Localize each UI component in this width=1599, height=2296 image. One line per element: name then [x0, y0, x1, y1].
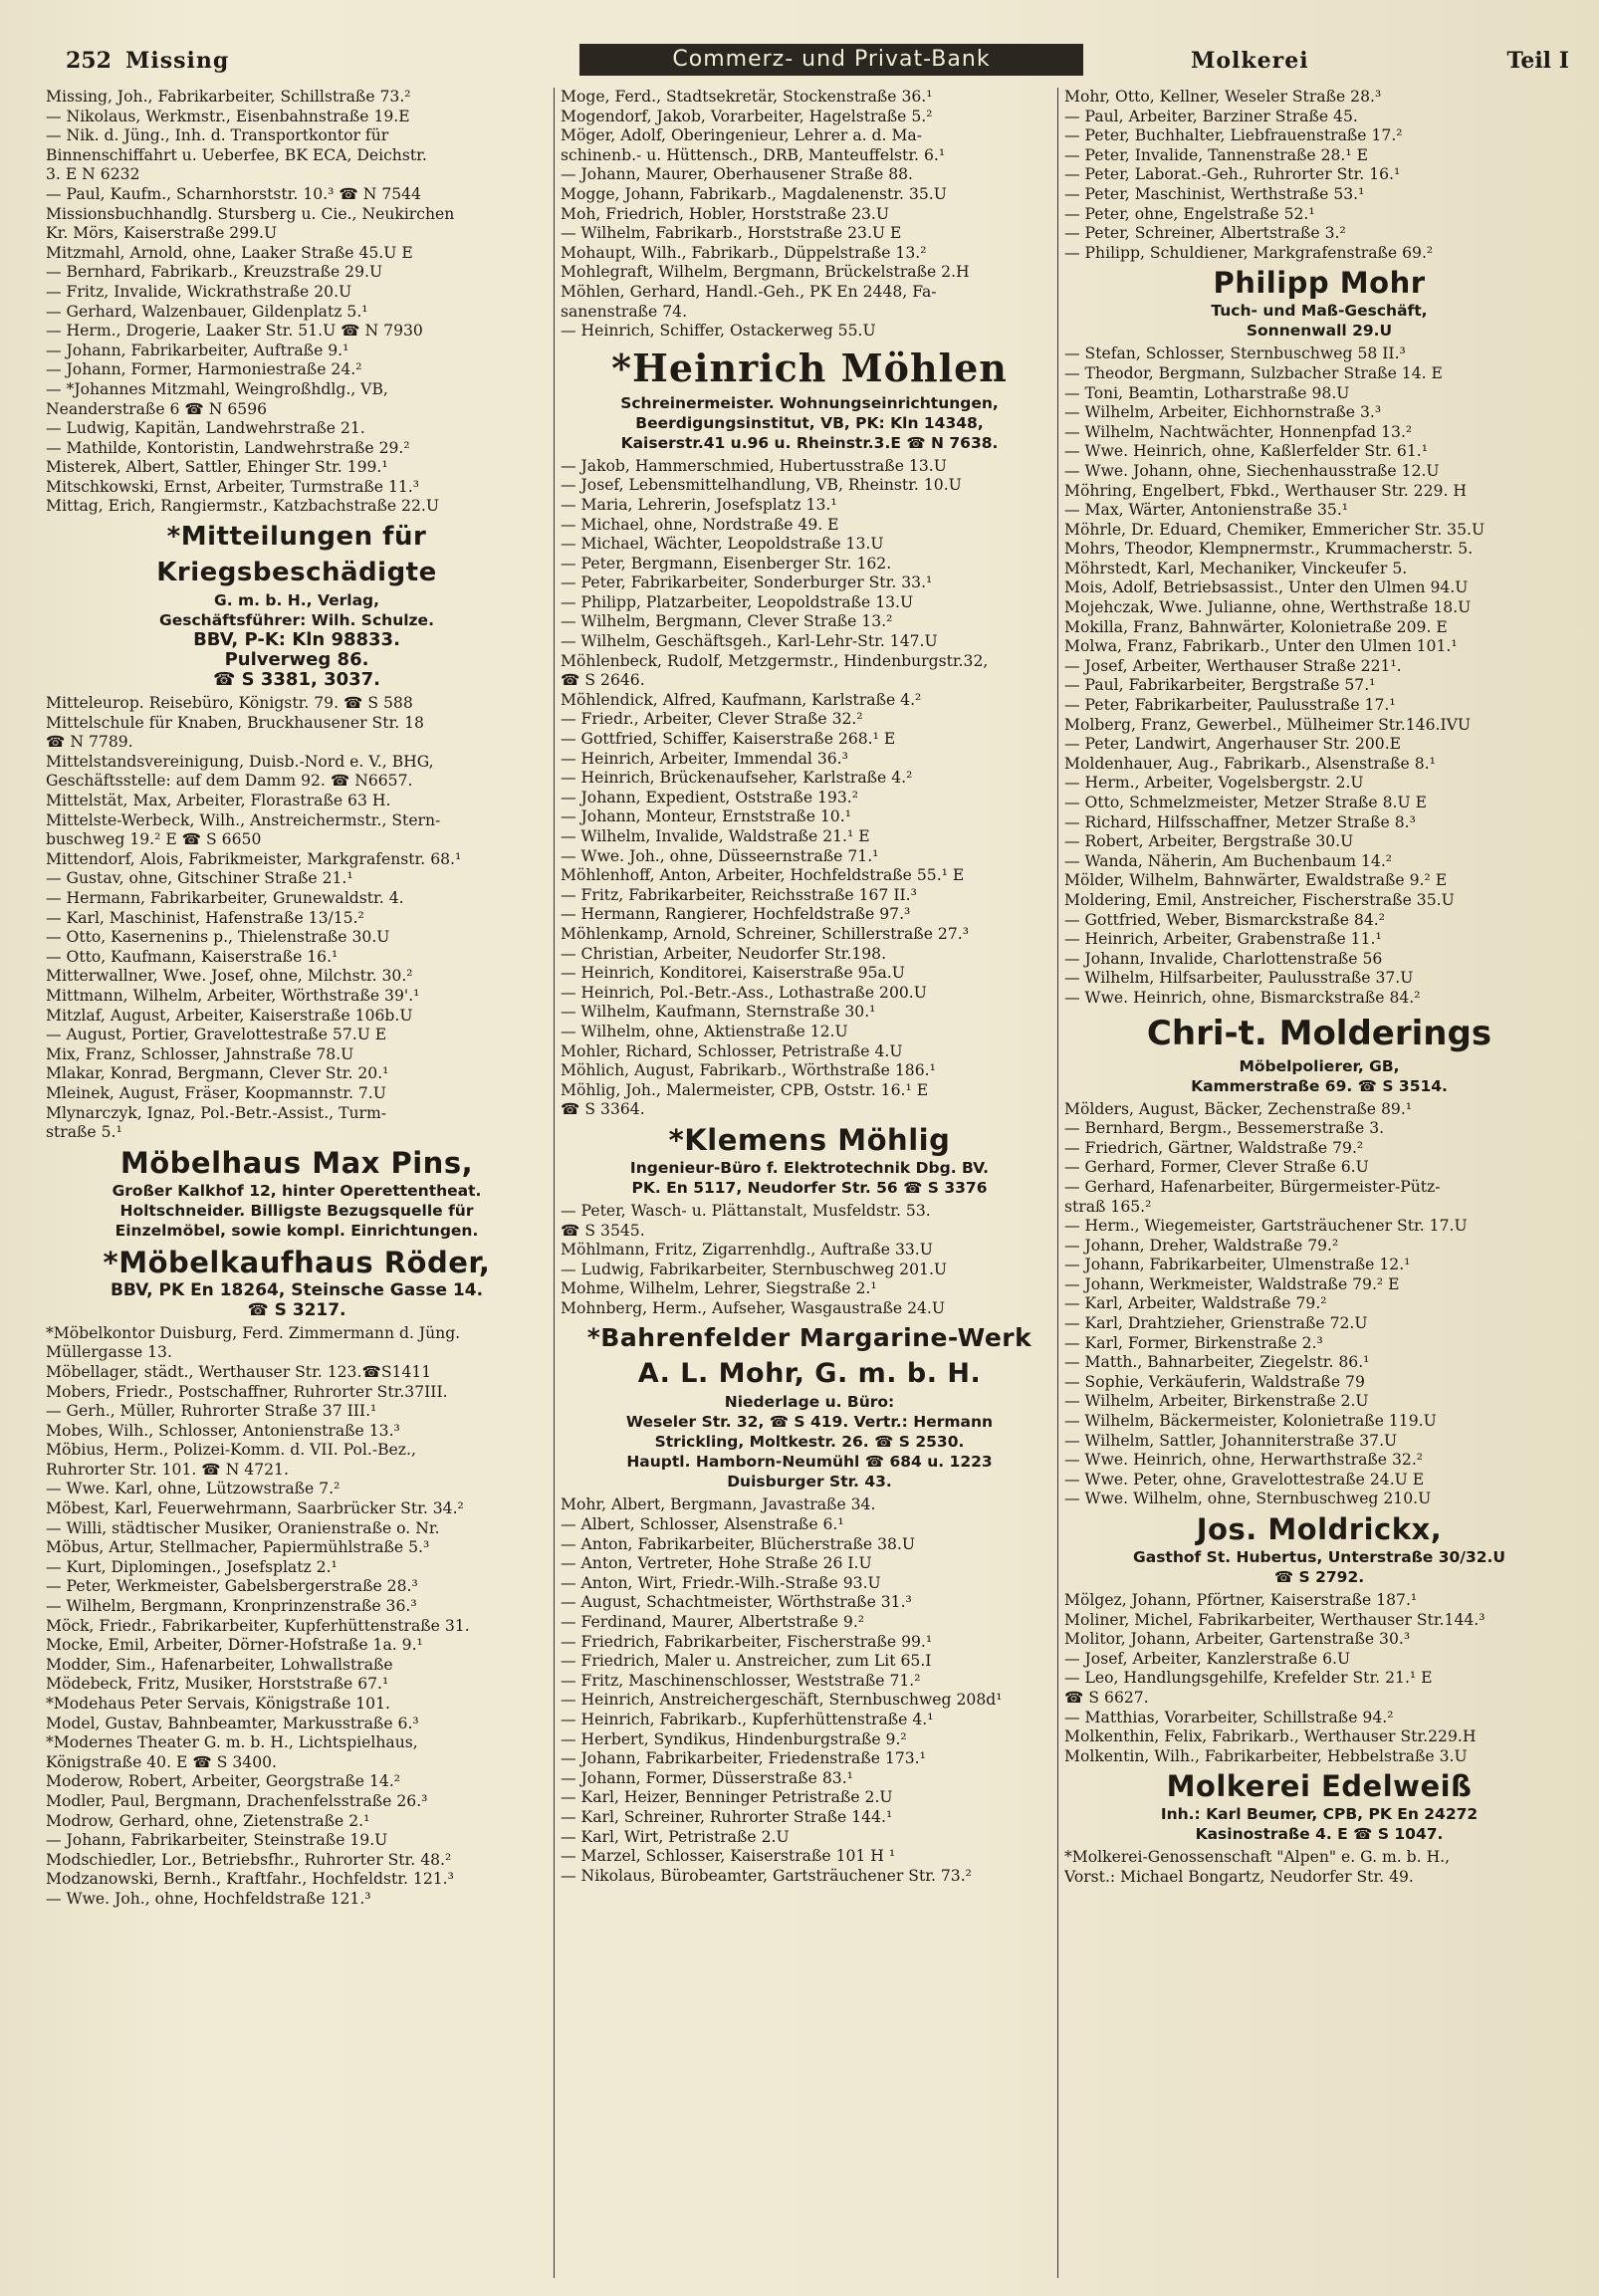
directory-entry: — *Johannes Mitzmahl, Weingroßhdlg., VB,: [46, 379, 388, 398]
directory-entry: Moldenhauer, Aug., Fabrikarb., Alsenstraße 8.¹: [1064, 754, 1436, 773]
directory-entry: Mohrs, Theodor, Klempnermstr., Krummacherstr. 5.: [1064, 540, 1474, 559]
directory-entry: — Peter, Werkmeister, Gabelsbergerstraße 28.³: [46, 1577, 418, 1596]
directory-entry: Moliner, Michel, Fabrikarbeiter, Werthauser Str.144.³: [1064, 1610, 1485, 1629]
advert-line: Pulverweg 86.: [224, 649, 369, 671]
directory-entry: — Stefan, Schlosser, Sternbuschweg 58 II.³: [1064, 344, 1406, 363]
directory-entry: Mölders, August, Bäcker, Zechenstraße 89.¹: [1064, 1099, 1413, 1118]
advert-title: *Klemens Möhlig: [668, 1122, 951, 1157]
directory-entry: 3. E N 6232: [46, 165, 140, 184]
directory-entry: ☎ S 2646.: [561, 671, 645, 690]
directory-entry: — Robert, Arbeiter, Bergstraße 30.U: [1064, 832, 1354, 851]
directory-entry: Möhlig, Joh., Malermeister, CPB, Oststr. 16.¹ E: [561, 1080, 929, 1099]
directory-entry: — Gerhard, Walzenbauer, Gildenplatz 5.¹: [46, 302, 368, 321]
directory-entry: — Herm., Arbeiter, Vogelsbergstr. 2.U: [1064, 774, 1364, 793]
directory-entry: Mitzmahl, Arnold, ohne, Laaker Straße 45.U E: [46, 243, 413, 262]
directory-entry: — Gustav, ohne, Gitschiner Straße 21.¹: [46, 869, 353, 888]
advert-heinrich-moehlen: [561, 344, 1058, 453]
directory-entry: Molkentin, Wilh., Fabrikarbeiter, Hebbelstraße 3.U: [1064, 1746, 1468, 1765]
advert-line: Kaiserstr.41 u.96 u. Rheinstr.3.E ☎ N 7638.: [620, 433, 999, 452]
directory-entry: — Heinrich, Fabrikarb., Kupferhüttenstraße 4.¹: [561, 1711, 934, 1728]
advert-line: Duisburger Str. 43.: [727, 1473, 892, 1492]
directory-entry: — Maria, Lehrerin, Josefsplatz 13.¹: [561, 495, 837, 514]
directory-entry: — Wwe. Heinrich, ohne, Bismarckstraße 84.²: [1064, 988, 1421, 1007]
directory-entry: — Heinrich, Schiffer, Ostackerweg 55.U: [561, 322, 876, 341]
advert-moebelkaufhaus-roeder: [46, 1245, 548, 1320]
directory-entry: Möhring, Engelbert, Fbkd., Werthauser Str. 229. H: [1064, 481, 1467, 500]
advert-line: BBV, PK En 18264, Steinsche Gasse 14.: [110, 1279, 484, 1300]
advert-klemens-moehlig: [561, 1122, 1058, 1198]
directory-entry: — Willi, städtischer Musiker, Oranienstraße o. Nr.: [46, 1518, 440, 1537]
directory-entry: — Johann, Fabrikarbeiter, Auftraße 9.¹: [46, 341, 349, 359]
directory-entry: — Wilhelm, Bäckermeister, Kolonietraße 119.U: [1064, 1412, 1437, 1431]
directory-entry: — Peter, Wasch- u. Plättanstalt, Musfeldstr. 53.: [561, 1201, 931, 1220]
directory-entry: — Wilhelm, Invalide, Waldstraße 21.¹ E: [561, 827, 870, 845]
directory-entry: — Heinrich, Arbeiter, Immendal 36.³: [561, 749, 848, 768]
directory-entry: Mokilla, Franz, Bahnwärter, Kolonietraße 209. E: [1064, 617, 1448, 636]
directory-entry: — Hermann, Fabrikarbeiter, Grunewaldstr. 4.: [46, 889, 404, 907]
directory-entry: Misterek, Albert, Sattler, Ehinger Str. 199.¹: [46, 458, 388, 477]
directory-entry: — Herbert, Syndikus, Hindenburgstraße 9.²: [561, 1729, 907, 1748]
advert-title: Möbelhaus Max Pins,: [119, 1145, 474, 1180]
directory-entry: Mitterwallner, Wwe. Josef, ohne, Milchstr. 30.²: [46, 967, 413, 986]
entry-list: [561, 1495, 1058, 1886]
directory-entry: — Karl, Schreiner, Ruhrorter Straße 144.¹: [561, 1807, 893, 1826]
entry-list: [1064, 1848, 1574, 1887]
advert-line: Niederlage u. Büro:: [724, 1393, 895, 1412]
directory-entry: — Fritz, Maschinenschlosser, Weststraße 71.²: [561, 1671, 921, 1690]
directory-entry: — Otto, Kaufmann, Kaiserstraße 16.¹: [46, 947, 339, 966]
directory-entry: — Toni, Beamtin, Lotharstraße 98.U: [1064, 383, 1350, 402]
advert-line: Holtschneider. Billigste Bezugsquelle für: [119, 1201, 474, 1220]
page-number: 252: [66, 48, 112, 74]
directory-entry: Möbellager, städt., Werthauser Str. 123.☎S1411: [46, 1362, 432, 1381]
directory-entry: Mix, Franz, Schlosser, Jahnstraße 78.U: [46, 1044, 354, 1063]
directory-entry: — Wilhelm, Geschäftsgeh., Karl-Lehr-Str. 147.U: [561, 632, 938, 651]
advert-line: Gasthof St. Hubertus, Unterstraße 30/32.U: [1133, 1548, 1505, 1566]
directory-entry: straße 5.¹: [46, 1123, 122, 1142]
directory-entry: Moh, Friedrich, Hobler, Horststraße 23.U: [561, 204, 890, 223]
directory-entry: — Johann, Monteur, Ernststraße 10.¹: [561, 807, 851, 826]
directory-entry: — Max, Wärter, Antonienstraße 35.¹: [1064, 501, 1349, 520]
directory-entry: — Johann, Dreher, Waldstraße 79.²: [1064, 1236, 1339, 1255]
part-label: Teil I: [1506, 48, 1569, 74]
directory-entry: ☎ S 6627.: [1064, 1688, 1149, 1707]
directory-entry: — Wilhelm, Sattler, Johanniterstraße 37.U: [1064, 1431, 1398, 1450]
directory-entry: Müllergasse 13.: [46, 1343, 172, 1362]
directory-entry: Geschäftsstelle: auf dem Damm 92. ☎ N6657.: [46, 772, 413, 791]
directory-entry: Mittelschule für Knaben, Bruckhausener Str. 18: [46, 713, 424, 732]
directory-entry: *Modehaus Peter Servais, Königstraße 101.: [46, 1695, 390, 1713]
directory-entry: — Philipp, Schuldiener, Markgrafenstraße 69.²: [1064, 243, 1434, 262]
directory-entry: — Karl, Drahtzieher, Grienstraße 72.U: [1064, 1314, 1368, 1333]
directory-entry: — Peter, Schreiner, Albertstraße 3.²: [1064, 224, 1346, 243]
directory-entry: Molberg, Franz, Gewerbel., Mülheimer Str.146.IVU: [1064, 715, 1472, 734]
directory-entry: — Peter, Bergmann, Eisenberger Str. 162.: [561, 554, 892, 573]
column-3: [1057, 88, 1574, 2278]
entry-list: [1064, 1100, 1574, 1509]
directory-entry: — Peter, Maschinist, Werthstraße 53.¹: [1064, 184, 1365, 203]
entry-list: [561, 88, 1058, 342]
directory-entry: — Peter, Fabrikarbeiter, Sonderburger Str. 33.¹: [561, 574, 933, 592]
directory-entry: — Otto, Schmelzmeister, Metzer Straße 8.U E: [1064, 794, 1427, 811]
entry-list: [561, 1202, 1058, 1319]
directory-entry: Mohler, Richard, Schlosser, Petristraße 4.U: [561, 1041, 903, 1060]
directory-entry: — Paul, Kaufm., Scharnhorststr. 10.³ ☎ N 7544: [46, 184, 422, 203]
directory-entry: — Fritz, Fabrikarbeiter, Reichsstraße 167 II.³: [561, 885, 917, 904]
directory-entry: Mohaupt, Wilh., Fabrikarb., Düppelstraße 13.²: [561, 243, 927, 262]
directory-entry: — Johann, Expedient, Oststraße 193.²: [561, 788, 858, 806]
directory-entry: Model, Gustav, Bahnbeamter, Markusstraße 6.³: [46, 1714, 419, 1732]
directory-entry: Mohlegraft, Wilhelm, Bergmann, Brückelstraße 2.H: [561, 263, 970, 282]
directory-entry: — Wwe. Karl, ohne, Lützowstraße 7.²: [46, 1480, 341, 1498]
directory-entry: — Otto, Kasernenins p., Thielenstraße 30.U: [46, 928, 390, 947]
directory-entry: — Wwe. Wilhelm, ohne, Sternbuschweg 210.U: [1064, 1490, 1432, 1508]
directory-entry: — Josef, Arbeiter, Kanzlerstraße 6.U: [1064, 1649, 1351, 1668]
directory-entry: Möbest, Karl, Feuerwehrmann, Saarbrücker Str. 34.²: [46, 1499, 464, 1518]
directory-entry: ☎ N 7789.: [46, 733, 133, 752]
directory-entry: — Friedrich, Gärtner, Waldstraße 79.²: [1064, 1138, 1364, 1157]
column-2: [554, 88, 1058, 2278]
directory-entry: Mleinek, August, Fräser, Koopmannstr. 7.U: [46, 1083, 386, 1102]
directory-entry: — Johann, Fabrikarbeiter, Friedenstraße 173.¹: [561, 1749, 926, 1768]
advert-title: *Mitteilungen für Kriegsbeschädigte: [156, 522, 437, 588]
advert-line: Kasinostraße 4. E ☎ S 1047.: [1195, 1825, 1444, 1844]
directory-entry: Mitteleurop. Reisebüro, Königstr. 79. ☎ S 588: [46, 694, 413, 713]
directory-entry: Möhlendick, Alfred, Kaufmann, Karlstraße 4.²: [561, 690, 922, 709]
advert-line: G. m. b. H., Verlag,: [213, 591, 380, 610]
directory-entry: — Ferdinand, Maurer, Albertstraße 9.²: [561, 1613, 865, 1632]
directory-entry: Moderow, Robert, Arbeiter, Georgstraße 14.²: [46, 1772, 401, 1791]
directory-entry: — Wilhelm, Hilfsarbeiter, Paulusstraße 37.U: [1064, 969, 1414, 988]
directory-entry: Molitor, Johann, Arbeiter, Gartenstraße 30.³: [1064, 1630, 1411, 1649]
directory-entry: — Bernhard, Fabrikarb., Kreuzstraße 29.U: [46, 263, 383, 282]
directory-entry: — Anton, Wirt, Friedr.-Wilh.-Straße 93.U: [561, 1573, 881, 1592]
directory-entry: sanenstraße 74.: [561, 302, 688, 321]
directory-entry: — Friedr., Arbeiter, Clever Straße 32.²: [561, 710, 863, 729]
directory-entry: — Herm., Wiegemeister, Gartsträuchener Str. 17.U: [1064, 1217, 1468, 1236]
directory-entry: — Wwe. Joh., ohne, Hochfeldstraße 121.³: [46, 1889, 371, 1908]
advert-title: *Bahrenfelder Margarine-Werk: [586, 1323, 1032, 1353]
directory-entry: — Peter, Laborat.-Geh., Ruhrorter Str. 16.¹: [1064, 165, 1401, 184]
directory-entry: straß 165.²: [1064, 1197, 1152, 1216]
directory-entry: Modrow, Gerhard, ohne, Zietenstraße 2.¹: [46, 1811, 370, 1830]
directory-entry: *Molkerei-Genossenschaft "Alpen" e. G. m. b. H.,: [1064, 1848, 1451, 1867]
advert-line: Hauptl. Hamborn-Neumühl ☎ 684 u. 1223: [626, 1453, 993, 1472]
directory-entry: — Friedrich, Maler u. Anstreicher, zum Lit 65.I: [561, 1652, 932, 1671]
advert-title: *Möbelkaufhaus Röder,: [103, 1245, 491, 1279]
directory-entry: — Gerh., Müller, Ruhrorter Straße 37 III.¹: [46, 1402, 377, 1421]
directory-entry: — Karl, Arbeiter, Waldstraße 79.²: [1064, 1294, 1327, 1313]
left-catchword: Missing: [125, 48, 230, 74]
directory-entry: — Johann, Former, Düsserstraße 83.¹: [561, 1768, 853, 1787]
advert-line: Einzelmöbel, sowie kompl. Einrichtungen.: [114, 1221, 479, 1240]
directory-entry: Kr. Mörs, Kaiserstraße 299.U: [46, 224, 278, 243]
directory-entry: schinenb.- u. Hüttensch., DRB, Manteuffelstr. 6.¹: [561, 145, 946, 164]
entry-list: [46, 694, 548, 1143]
directory-entry: Missionsbuchhandlg. Stursberg u. Cie., Neukirchen: [46, 204, 455, 223]
directory-entry: ☎ S 3545.: [561, 1221, 645, 1240]
advert-line: Schreinermeister. Wohnungseinrichtungen,: [620, 393, 999, 412]
advert-line: Geschäftsführer: Wilh. Schulze.: [159, 611, 434, 630]
directory-entry: — Heinrich, Brückenaufseher, Karlstraße 4.²: [561, 769, 913, 788]
directory-entry: — Herm., Drogerie, Laaker Str. 51.U ☎ N 7930: [46, 322, 423, 341]
entry-list: [46, 1324, 548, 1910]
directory-entry: — Wilhelm, ohne, Aktienstraße 12.U: [561, 1022, 848, 1040]
directory-entry: Mohr, Otto, Kellner, Weseler Straße 28.³: [1064, 88, 1382, 106]
directory-entry: Möhrstedt, Karl, Mechaniker, Vinckeufer 5.: [1064, 559, 1408, 577]
directory-entry: Modder, Sim., Hafenarbeiter, Lohwallstraße: [46, 1655, 393, 1674]
directory-entry: Mogge, Johann, Fabrikarb., Magdalenenstr. 35.U: [561, 184, 947, 203]
directory-entry: — Josef, Arbeiter, Werthauser Straße 221¹.: [1064, 656, 1402, 675]
directory-entry: — Sophie, Verkäuferin, Waldstraße 79: [1064, 1372, 1365, 1391]
directory-entry: — Hermann, Rangierer, Hochfeldstraße 97.³: [561, 905, 911, 924]
directory-entry: — Karl, Maschinist, Hafenstraße 13/15.²: [46, 908, 364, 927]
directory-entry: — Albert, Schlosser, Alsenstraße 6.¹: [561, 1515, 844, 1534]
directory-entry: Modschiedler, Lor., Betriebsfhr., Ruhrorter Str. 48.²: [46, 1850, 452, 1869]
directory-entry: — Peter, ohne, Engelstraße 52.¹: [1064, 204, 1315, 223]
directory-entry: Möhlenhoff, Anton, Arbeiter, Hochfeldstraße 55.¹ E: [561, 866, 965, 885]
directory-entry: Neanderstraße 6 ☎ N 6596: [46, 399, 268, 418]
directory-entry: Mitzlaf, August, Arbeiter, Kaiserstraße 106b.U: [46, 1006, 413, 1025]
advert-line: BBV, P-K: Kln 98833.: [193, 629, 400, 651]
directory-entry: — August, Schachtmeister, Wörthstraße 31.³: [561, 1593, 912, 1612]
directory-entry: — Paul, Fabrikarbeiter, Bergstraße 57.¹: [1064, 676, 1376, 695]
directory-entry: — Wilhelm, Kaufmann, Sternstraße 30.¹: [561, 1003, 876, 1022]
entry-list: [1064, 88, 1574, 263]
page-header: [66, 44, 1569, 80]
directory-entry: Binnenschiffahrt u. Ueberfee, BK ECA, Deichstr.: [46, 145, 427, 164]
directory-entry: *Modernes Theater G. m. b. H., Lichtspielhaus,: [46, 1733, 418, 1752]
directory-entry: Möhlich, August, Fabrikarb., Wörthstraße 186.¹: [561, 1061, 936, 1080]
advert-line: Großer Kalkhof 12, hinter Operettentheat.: [112, 1181, 482, 1200]
directory-entry: — Gottfried, Weber, Bismarckstraße 84.²: [1064, 910, 1385, 929]
directory-entry: — Heinrich, Pol.-Betr.-Ass., Lothastraße 200.U: [561, 983, 927, 1002]
directory-entry: — Wwe. Heinrich, ohne, Kaßlerfelder Str. 61.¹: [1064, 442, 1428, 461]
advert-bahrenfelder: [561, 1320, 1058, 1492]
directory-entry: Mogendorf, Jakob, Vorarbeiter, Hagelstraße 5.²: [561, 107, 933, 125]
directory-entry: — Josef, Lebensmittelhandlung, VB, Rheinstr. 10.U: [561, 476, 962, 495]
directory-entry: — Wwe. Joh., ohne, Düsseernstraße 71.¹: [561, 846, 879, 865]
directory-entry: Moldering, Emil, Anstreicher, Fischerstraße 35.U: [1064, 890, 1455, 909]
directory-entry: — Peter, Landwirt, Angerhauser Str. 200.E: [1064, 735, 1402, 754]
directory-entry: — Wwe. Johann, ohne, Siechenhausstraße 12.U: [1064, 461, 1440, 480]
directory-entry: Mlakar, Konrad, Bergmann, Clever Str. 20.¹: [46, 1064, 389, 1083]
directory-entry: Möck, Friedr., Fabrikarbeiter, Kupferhüttenstraße 31.: [46, 1616, 470, 1635]
directory-entry: Möhlenkamp, Arnold, Schreiner, Schillerstraße 27.³: [561, 924, 969, 943]
directory-entry: Mohme, Wilhelm, Lehrer, Siegstraße 2.¹: [561, 1279, 877, 1298]
advert-title: Philipp Mohr: [1213, 266, 1426, 301]
directory-entry: Möhlmann, Fritz, Zigarrenhdlg., Auftraße 33.U: [561, 1241, 933, 1260]
advert-line: Weseler Str. 32, ☎ S 419. Vertr.: Hermann: [625, 1413, 994, 1432]
directory-entry: — Kurt, Diplomingen., Josefsplatz 2.¹: [46, 1557, 338, 1576]
directory-entry: — Richard, Hilfsschaffner, Metzer Straße 8.³: [1064, 812, 1416, 831]
directory-entry: — Wilhelm, Arbeiter, Eichhornstraße 3.³: [1064, 403, 1382, 422]
directory-entry: — Leo, Handlungsgehilfe, Krefelder Str. 21.¹ E: [1064, 1669, 1433, 1688]
directory-entry: Mohnberg, Herm., Aufseher, Wasgaustraße 24.U: [561, 1298, 946, 1317]
directory-entry: — Matth., Bahnarbeiter, Ziegelstr. 86.¹: [1064, 1353, 1370, 1372]
advert-subtitle: A. L. Mohr, G. m. b. H.: [637, 1358, 982, 1390]
directory-entry: — Philipp, Platzarbeiter, Leopoldstraße 13.U: [561, 592, 914, 611]
advert-title: Molkerei Edelweiß: [1166, 1769, 1473, 1804]
advert-moldrickx: [1064, 1511, 1574, 1587]
advert-line: Ingenieur-Büro f. Elektrotechnik Dbg. BV.: [629, 1158, 990, 1177]
directory-entry: Möhrle, Dr. Eduard, Chemiker, Emmericher Str. 35.U: [1064, 520, 1485, 539]
directory-entry: — Bernhard, Bergm., Bessemerstraße 3.: [1064, 1119, 1385, 1138]
advert-line: Tuch- und Maß-Geschäft,: [1211, 302, 1428, 321]
directory-entry: — Marzel, Schlosser, Kaiserstraße 101 H ¹: [561, 1847, 896, 1866]
directory-entry: Möhlenbeck, Rudolf, Metzgermstr., Hindenburgstr.32,: [561, 651, 989, 670]
directory-entry: Möger, Adolf, Oberingenieur, Lehrer a. d. Ma-: [561, 126, 922, 145]
advert-phone: ☎ S 2792.: [1273, 1568, 1365, 1586]
directory-entry: Ruhrorter Str. 101. ☎ N 4721.: [46, 1460, 289, 1479]
directory-entry: — Johann, Fabrikarbeiter, Steinstraße 19.U: [46, 1831, 388, 1850]
directory-entry: — Anton, Fabrikarbeiter, Blücherstraße 38.U: [561, 1534, 916, 1553]
directory-entry: — Heinrich, Konditorei, Kaiserstraße 95a.U: [561, 964, 905, 983]
directory-entry: — Wilhelm, Bergmann, Kronprinzenstraße 36.³: [46, 1597, 417, 1616]
directory-entry: — Mathilde, Kontoristin, Landwehrstraße 29.²: [46, 438, 410, 457]
entry-list: [561, 457, 1058, 1120]
directory-entry: — Anton, Vertreter, Hohe Straße 26 I.U: [561, 1554, 872, 1573]
bank-banner: Commerz- und Privat-Bank: [579, 44, 1083, 76]
directory-entry: Mittelstandsvereinigung, Duisb.-Nord e. V., BHG,: [46, 752, 434, 771]
advert-phone: ☎ S 3217.: [247, 1299, 346, 1320]
directory-entry: — Friedrich, Fabrikarbeiter, Fischerstraße 99.¹: [561, 1632, 933, 1651]
directory-entry: Mobers, Friedr., Postschaffner, Ruhrorter Str.37III.: [46, 1382, 448, 1401]
directory-entry: — Paul, Arbeiter, Barziner Straße 45.: [1064, 107, 1358, 125]
directory-entry: — Christian, Arbeiter, Neudorfer Str.198.: [561, 944, 887, 963]
advert-line: Sonnenwall 29.U: [1246, 322, 1393, 341]
directory-entry: Mölder, Wilhelm, Bahnwärter, Ewaldstraße 9.² E: [1064, 871, 1448, 890]
advert-line: Beerdigungsinstitut, VB, PK: Kln 14348,: [635, 413, 984, 432]
directory-entry: Mois, Adolf, Betriebsassist., Unter den Ulmen 94.U: [1064, 578, 1469, 597]
advert-title: Chri-t. Molderings: [1146, 1013, 1492, 1053]
directory-entry: Mittmann, Wilhelm, Arbeiter, Wörthstraße 39'.¹: [46, 986, 420, 1005]
directory-entry: Modzanowski, Bernh., Kraftfahr., Hochfeldstr. 121.³: [46, 1870, 454, 1889]
directory-entry: — Wilhelm, Bergmann, Clever Straße 13.²: [561, 612, 893, 631]
directory-entry: Möbius, Herm., Polizei-Komm. d. VII. Pol.-Bez.,: [46, 1441, 416, 1460]
directory-entry: Mödebeck, Fritz, Musiker, Horststraße 67.¹: [46, 1675, 389, 1694]
directory-entry: — Gerhard, Hafenarbeiter, Bürgermeister-Pütz-: [1064, 1177, 1441, 1196]
directory-entry: Mölgez, Johann, Pförtner, Kaiserstraße 187.¹: [1064, 1591, 1418, 1609]
directory-entry: — Fritz, Invalide, Wickrathstraße 20.U: [46, 282, 352, 301]
directory-entry: Königstraße 40. E ☎ S 3400.: [46, 1752, 278, 1771]
directory-entry: *Möbelkontor Duisburg, Ferd. Zimmermann d. Jüng.: [46, 1323, 461, 1342]
directory-entry: Mocke, Emil, Arbeiter, Dörner-Hofstraße 1a. 9.¹: [46, 1636, 423, 1655]
directory-entry: — Peter, Invalide, Tannenstraße 28.¹ E: [1064, 145, 1368, 164]
directory-entry: — Heinrich, Arbeiter, Grabenstraße 11.¹: [1064, 930, 1382, 949]
directory-entry: — Wilhelm, Fabrikarb., Horststraße 23.U E: [561, 224, 902, 243]
directory-entry: — Karl, Heizer, Benninger Petristraße 2.U: [561, 1788, 893, 1807]
directory-entry: — Johann, Werkmeister, Waldstraße 79.² E: [1064, 1274, 1400, 1293]
right-catchword: Molkerei: [1191, 48, 1309, 74]
directory-entry: Mittelste-Werbeck, Wilh., Anstreichermstr., Stern-: [46, 810, 441, 829]
directory-entry: — Theodor, Bergmann, Sulzbacher Straße 14. E: [1064, 363, 1443, 382]
directory-entry: Vorst.: Michael Bongartz, Neudorfer Str. 49.: [1064, 1867, 1414, 1886]
directory-entry: — Matthias, Vorarbeiter, Schillstraße 94.²: [1064, 1708, 1394, 1726]
entry-list: [1064, 1591, 1574, 1766]
directory-entry: Möhlen, Gerhard, Handl.-Geh., PK En 2448, Fa-: [561, 282, 937, 301]
directory-entry: Mlynarczyk, Ignaz, Pol.-Betr.-Assist., Turm-: [46, 1103, 387, 1122]
directory-entry: Molkenthin, Felix, Fabrikarb., Werthauser Str.229.H: [1064, 1727, 1477, 1746]
directory-entry: — Peter, Fabrikarbeiter, Paulusstraße 17.¹: [1064, 696, 1396, 715]
directory-entry: Mohr, Albert, Bergmann, Javastraße 34.: [561, 1495, 876, 1514]
directory-entry: Mojehczak, Wwe. Julianne, ohne, Werthstraße 18.U: [1064, 598, 1472, 617]
directory-entry: Moge, Ferd., Stadtsekretär, Stockenstraße 36.¹: [561, 88, 933, 106]
directory-entry: — August, Portier, Gravelottestraße 57.U E: [46, 1026, 387, 1044]
directory-entry: — Wanda, Näherin, Am Buchenbaum 14.²: [1064, 851, 1393, 870]
directory-entry: buschweg 19.² E ☎ S 6650: [46, 830, 262, 849]
advert-line: Strickling, Moltkestr. 26. ☎ S 2530.: [654, 1433, 965, 1452]
directory-entry: Möbus, Artur, Stellmacher, Papiermühlstraße 5.³: [46, 1538, 430, 1557]
advert-title: *Heinrich Möhlen: [611, 344, 1008, 390]
directory-entry: — Johann, Former, Harmoniestraße 24.²: [46, 360, 362, 379]
directory-entry: — Ludwig, Fabrikarbeiter, Sternbuschweg 201.U: [561, 1260, 948, 1278]
directory-entry: — Wilhelm, Nachtwächter, Honnenpfad 13.²: [1064, 422, 1413, 441]
directory-entry: — Peter, Buchhalter, Liebfrauenstraße 17.²: [1064, 126, 1403, 145]
directory-entry: Modler, Paul, Bergmann, Drachenfelsstraße 26.³: [46, 1791, 428, 1810]
directory-entry: — Heinrich, Anstreichergeschäft, Sternbuschweg 208d¹: [561, 1691, 1003, 1710]
directory-entry: — Ludwig, Kapitän, Landwehrstraße 21.: [46, 419, 365, 438]
directory-entry: — Michael, ohne, Nordstraße 49. E: [561, 515, 839, 534]
directory-entry: Mittendorf, Alois, Fabrikmeister, Markgrafenstr. 68.¹: [46, 849, 462, 868]
directory-entry: ☎ S 3364.: [561, 1100, 645, 1119]
directory-entry: — Wwe. Heinrich, ohne, Herwarthstraße 32.²: [1064, 1451, 1424, 1470]
advert-molkerei-edelweiss: [1064, 1768, 1574, 1844]
advert-moebelhaus-pins: [46, 1145, 548, 1241]
entry-list: [1064, 344, 1574, 1008]
directory-entry: — Johann, Fabrikarbeiter, Ulmenstraße 12.¹: [1064, 1256, 1411, 1274]
advert-line: Inh.: Karl Beumer, CPB, PK En 24272: [1160, 1805, 1479, 1824]
directory-entry: — Karl, Former, Birkenstraße 2.³: [1064, 1333, 1323, 1352]
advert-philipp-mohr: [1064, 265, 1574, 341]
advert-line: Möbelpolierer, GB,: [1239, 1056, 1400, 1075]
advert-phone: ☎ S 3381, 3037.: [212, 669, 381, 691]
directory-entry: Mittag, Erich, Rangiermstr., Katzbachstraße 22.U: [46, 497, 439, 516]
advert-line: PK. En 5117, Neudorfer Str. 56 ☎ S 3376: [631, 1178, 988, 1197]
directory-entry: — Johann, Maurer, Oberhausener Straße 88.: [561, 165, 914, 184]
advert-line: Kammerstraße 69. ☎ S 3514.: [1191, 1076, 1448, 1095]
directory-entry: — Johann, Invalide, Charlottenstraße 56: [1064, 949, 1383, 968]
directory-entry: — Gottfried, Schiffer, Kaiserstraße 268.¹ E: [561, 730, 896, 749]
directory-entry: — Nik. d. Jüng., Inh. d. Transportkontor für: [46, 126, 389, 145]
directory-entry: Mobes, Wilh., Schlosser, Antonienstraße 13.³: [46, 1421, 400, 1440]
directory-entry: — Michael, Wächter, Leopoldstraße 13.U: [561, 535, 884, 554]
directory-entry: — Jakob, Hammerschmied, Hubertusstraße 13.U: [561, 456, 947, 475]
column-1: [46, 88, 548, 2278]
advert-kriegsbeschaedigte: [46, 519, 548, 690]
directory-entry: — Wwe. Peter, ohne, Gravelottestraße 24.U E: [1064, 1470, 1425, 1489]
directory-entry: Molwa, Franz, Fabrikarb., Unter den Ulmen 101.¹: [1064, 637, 1458, 656]
advert-title: Jos. Moldrickx,: [1196, 1512, 1443, 1546]
directory-entry: Mitschkowski, Ernst, Arbeiter, Turmstraße 11.³: [46, 477, 420, 496]
directory-entry: — Karl, Wirt, Petristraße 2.U: [561, 1827, 790, 1846]
directory-entry: — Nikolaus, Bürobeamter, Gartsträuchener Str. 73.²: [561, 1866, 972, 1885]
directory-entry: Mittelstät, Max, Arbeiter, Florastraße 63 H.: [46, 792, 391, 810]
directory-entry: — Nikolaus, Werkmstr., Eisenbahnstraße 19.E: [46, 107, 410, 125]
directory-entry: — Wilhelm, Arbeiter, Birkenstraße 2.U: [1064, 1392, 1369, 1411]
directory-entry: — Gerhard, Former, Clever Straße 6.U: [1064, 1158, 1369, 1177]
directory-entry: Missing, Joh., Fabrikarbeiter, Schillstraße 73.²: [46, 88, 411, 106]
entry-list: [46, 88, 548, 517]
advert-molderings: [1064, 1011, 1574, 1096]
